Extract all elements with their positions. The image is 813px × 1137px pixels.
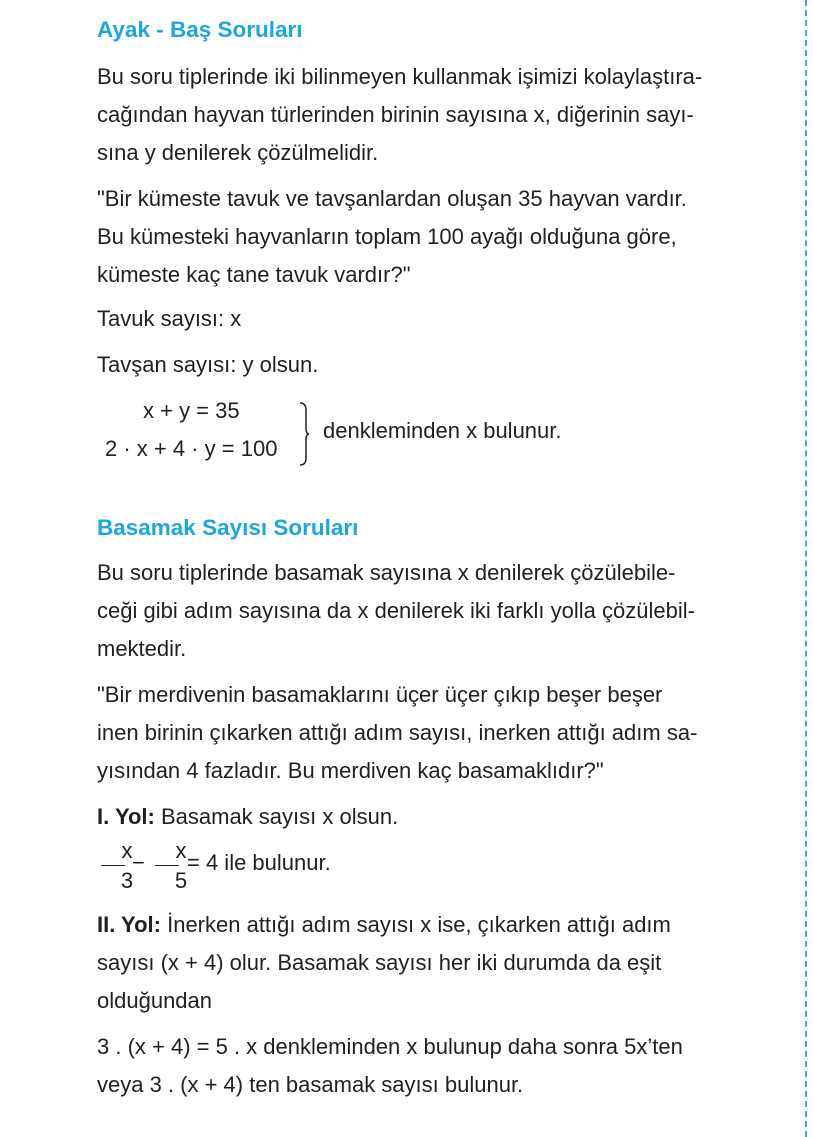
problem-line: "Bir merdivenin basamaklarını üçer üçer çıkıp beşer beşer bbox=[97, 682, 663, 707]
way1-text: Basamak sayısı x olsun. bbox=[154, 804, 399, 829]
paragraph-line: Bu soru tiplerinde basamak sayısına x denilerek çözülebile- bbox=[97, 560, 676, 585]
problem-line: inen birinin çıkarken attığı adım sayısı, inerken attığı adım sa- bbox=[97, 720, 698, 745]
dashed-margin-rule bbox=[805, 0, 807, 1137]
equation-1: x + y = 35 bbox=[143, 398, 240, 423]
equation-2: 2 · x + 4 · y = 100 bbox=[105, 436, 278, 461]
way1-label: I. Yol: bbox=[97, 804, 155, 829]
fraction-bar bbox=[155, 865, 179, 866]
final-line: veya 3 . (x + 4) ten basamak sayısı bulunur. bbox=[97, 1072, 524, 1097]
way1-line bbox=[97, 798, 795, 837]
way2-label: II. Yol: bbox=[97, 912, 161, 937]
final-line: 3 . (x + 4) = 5 . x denkleminden x bulunup daha sonra 5x’ten bbox=[97, 1034, 683, 1059]
fraction-numerator: x bbox=[121, 838, 133, 863]
fraction-denominator: 3 bbox=[120, 868, 134, 893]
paragraph-line: sına y denilerek çözülmelidir. bbox=[97, 140, 379, 165]
paragraph-line: cağından hayvan türlerinden birinin sayısına x, diğerinin sayı- bbox=[97, 102, 694, 127]
fraction-denominator: 5 bbox=[174, 868, 188, 893]
paragraph-line: mektedir. bbox=[97, 636, 187, 661]
variable-y-line: Tavşan sayısı: y olsun. bbox=[97, 352, 319, 377]
paragraph-line: ceği gibi adım sayısına da x denilerek iki farklı yolla çözülebil- bbox=[97, 598, 695, 623]
paragraph-line: sayısı (x + 4) olur. Basamak sayısı her iki durumda da eşit bbox=[97, 950, 662, 975]
problem-line: yısından 4 fazladır. Bu merdiven kaç basamaklıdır?" bbox=[97, 758, 604, 783]
problem-line: "Bir kümeste tavuk ve tavşanlardan oluşan 35 hayvan vardır. bbox=[97, 186, 687, 211]
fraction-equation bbox=[97, 838, 497, 898]
section-heading-basamak: Basamak Sayısı Soruları bbox=[97, 515, 359, 540]
equation-note: denkleminden x bulunur. bbox=[323, 418, 562, 443]
section-heading-ayak-bas: Ayak - Baş Soruları bbox=[97, 17, 303, 42]
equation-system bbox=[97, 398, 795, 468]
problem-line: kümeste kaç tane tavuk vardır?" bbox=[97, 262, 411, 287]
problem-line: Bu kümesteki hayvanların toplam 100 ayağı olduğuna göre, bbox=[97, 224, 677, 249]
way2-line bbox=[97, 906, 795, 945]
fraction-bar bbox=[101, 865, 125, 866]
paragraph-line: Bu soru tiplerinde iki bilinmeyen kullanmak işimizi kolaylaştıra- bbox=[97, 64, 703, 89]
variable-x-line: Tavuk sayısı: x bbox=[97, 306, 242, 331]
way2-text: İnerken attığı adım sayısı x ise, çıkarken attığı adım bbox=[160, 912, 671, 937]
right-brace-icon bbox=[299, 402, 309, 466]
minus-sign: − bbox=[132, 850, 145, 875]
fraction-numerator: x bbox=[175, 838, 187, 863]
paragraph-line: olduğundan bbox=[97, 988, 213, 1013]
fraction-equation-rest: = 4 ile bulunur. bbox=[187, 850, 331, 875]
